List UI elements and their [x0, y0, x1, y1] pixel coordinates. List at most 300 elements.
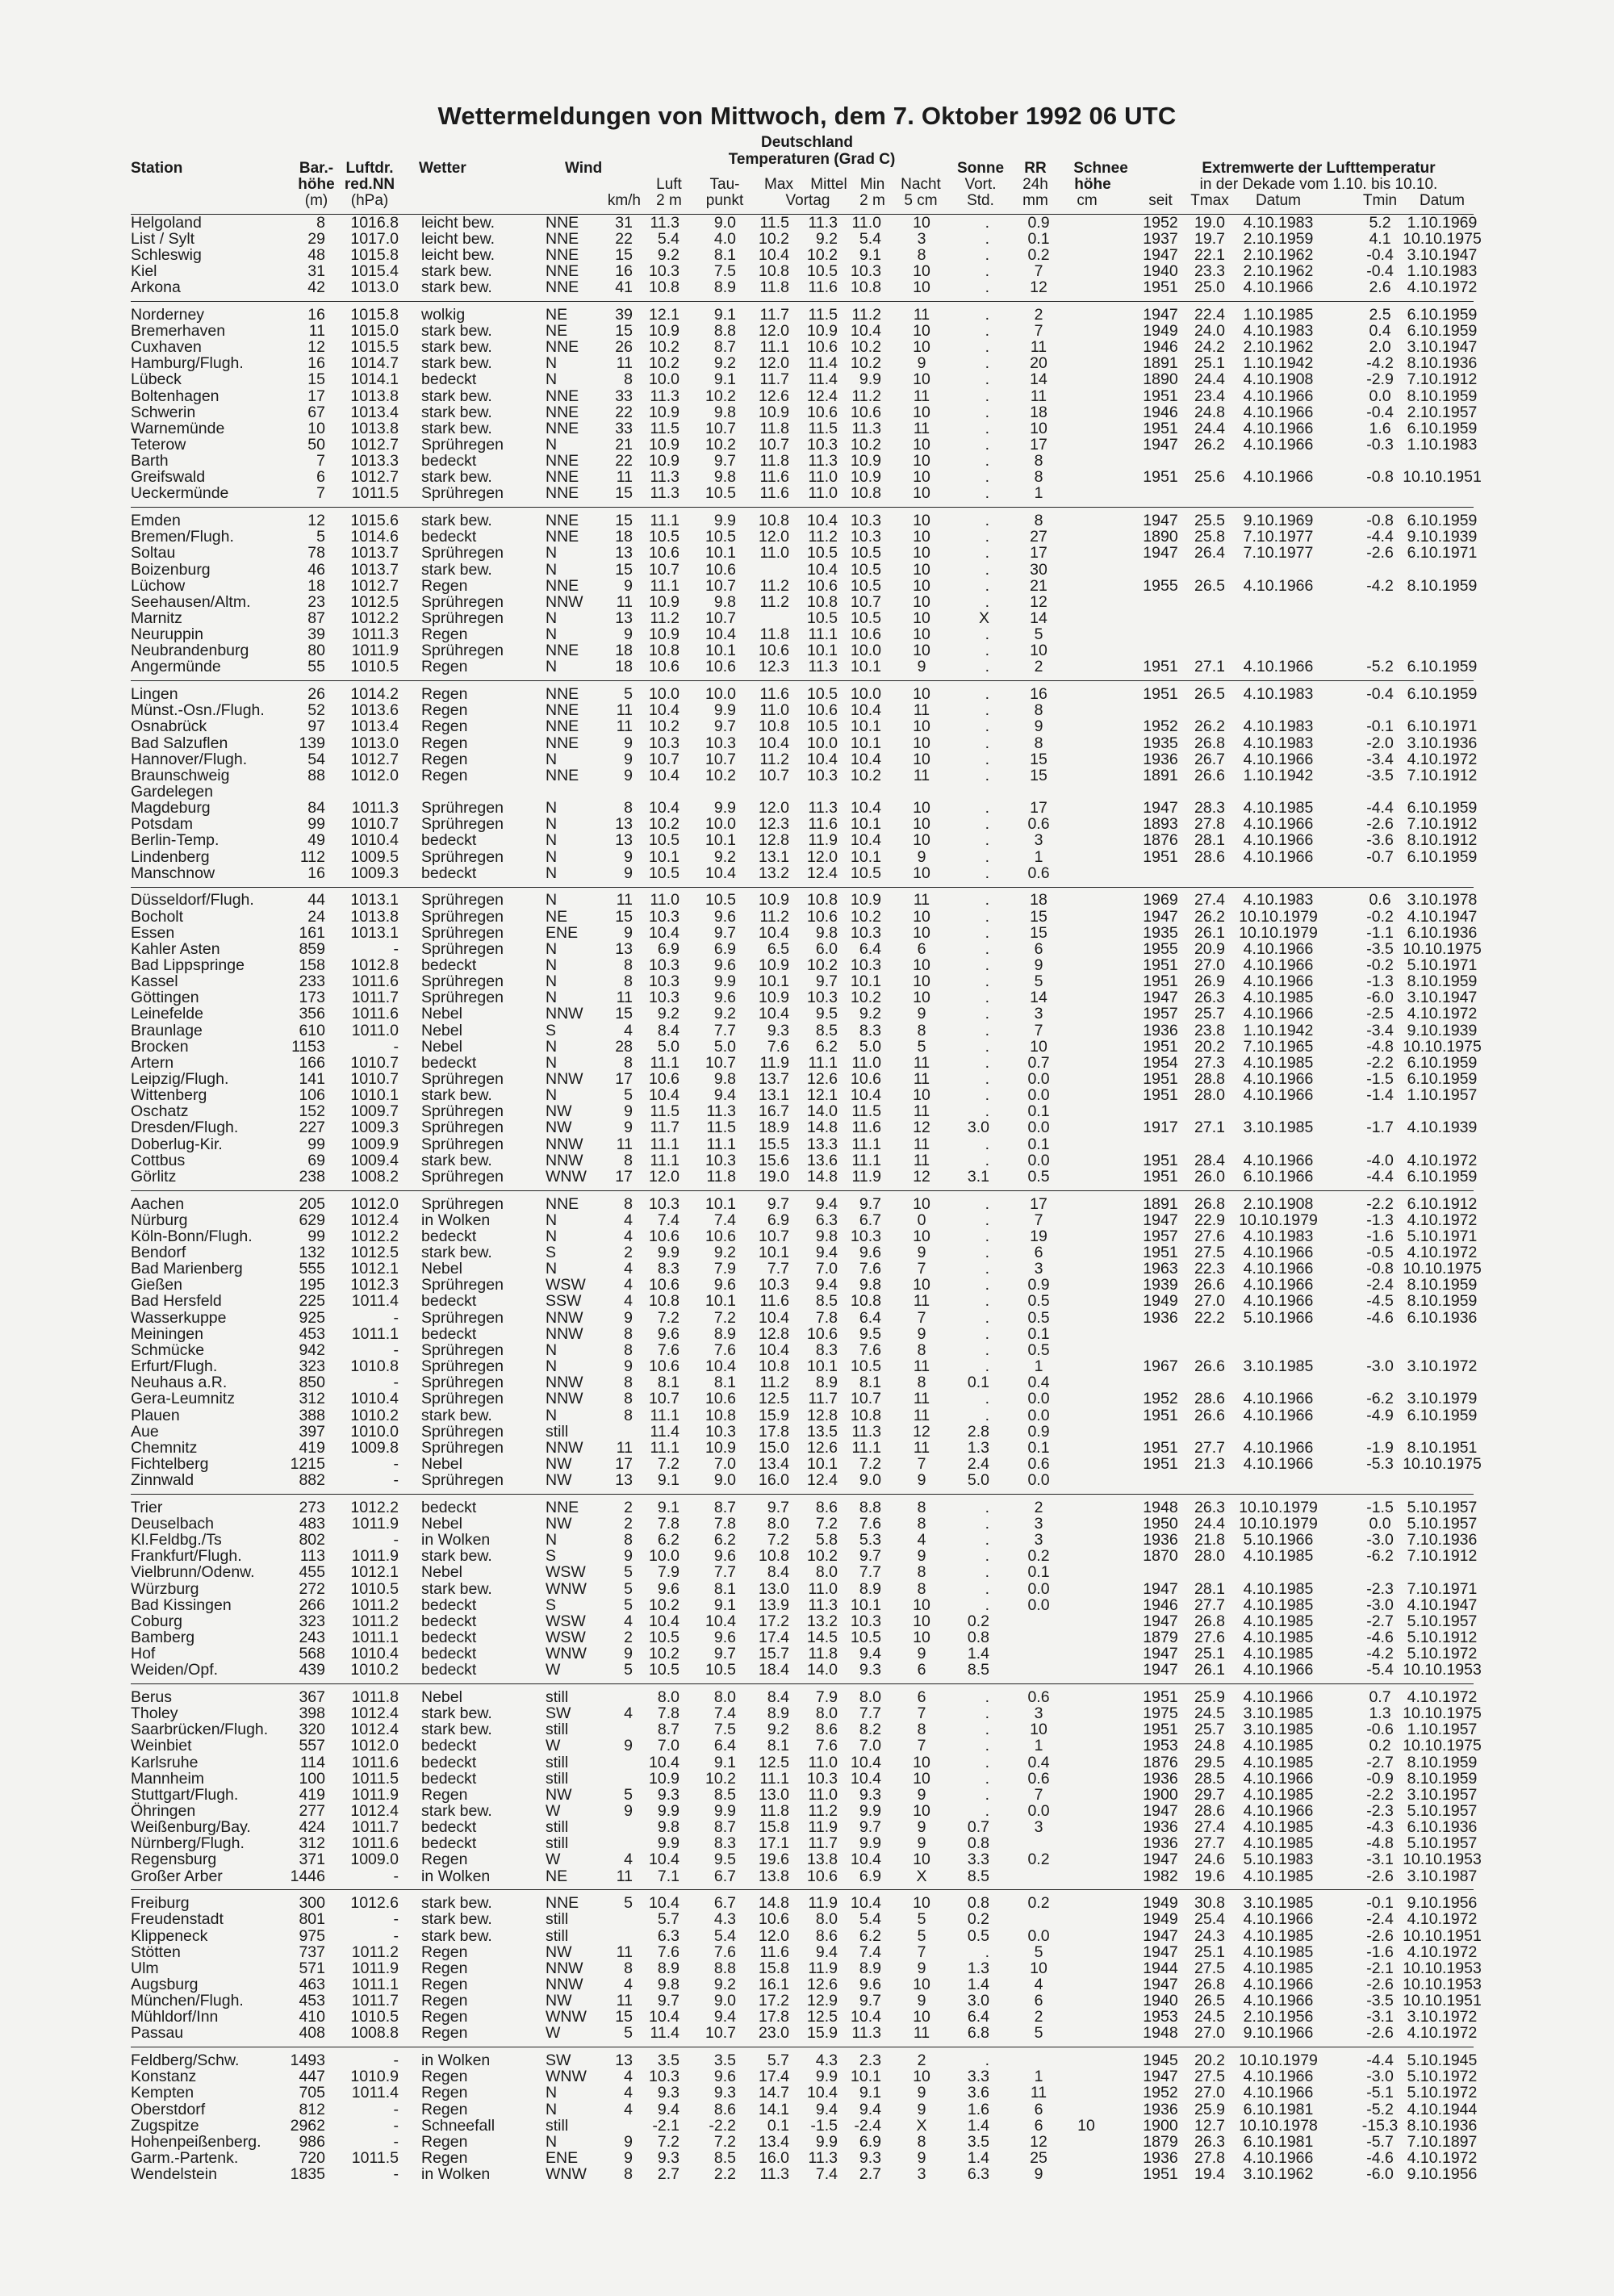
cell-station: Angermünde — [131, 658, 221, 676]
cell-mean-temp: 6.3 — [815, 1211, 838, 1229]
cell-dew-point: 4.0 — [713, 229, 736, 248]
cell-precipitation: 0.1 — [1027, 1102, 1050, 1121]
cell-dew-point: 10.2 — [705, 435, 736, 454]
cell-min-temp: 10.7 — [851, 1390, 881, 1408]
cell-min-temp: 8.9 — [859, 1959, 881, 1977]
header-taupunkt-1: Tau- — [709, 176, 740, 193]
cell-air-temp: 9.8 — [657, 1975, 679, 1993]
cell-tmin-date: 8.10.1959 — [1407, 387, 1478, 405]
header-sonne-3: Std. — [967, 192, 994, 209]
cell-precipitation: 0.0 — [1027, 1406, 1050, 1424]
cell-barometer-height: 243 — [299, 1628, 325, 1646]
cell-tmin-date: 7.10.1912 — [1407, 815, 1478, 834]
cell-tmin-date: 3.10.1978 — [1407, 891, 1478, 910]
cell-min-temp: 10.8 — [851, 278, 881, 297]
cell-mean-temp: 11.9 — [808, 1894, 838, 1913]
cell-sunshine: . — [985, 1102, 989, 1121]
cell-weather: stark bew. — [421, 387, 492, 405]
cell-station: Bremerhaven — [131, 321, 226, 340]
cell-tmax: 26.2 — [1194, 717, 1225, 736]
cell-sunshine: 1.4 — [967, 1645, 989, 1663]
cell-precipitation: 12 — [1030, 278, 1047, 297]
cell-night-temp: 8 — [917, 1579, 926, 1598]
cell-tmax-date: 4.10.1966 — [1243, 831, 1314, 850]
cell-mean-temp: 14.0 — [807, 1102, 838, 1121]
cell-precipitation: 0.0 — [1027, 1579, 1050, 1598]
cell-tmax-date: 4.10.1985 — [1243, 1737, 1314, 1755]
cell-tmin: -2.2 — [1366, 1194, 1394, 1213]
cell-barometer-height: 419 — [299, 1785, 325, 1804]
cell-tmin-date: 6.10.1971 — [1407, 717, 1478, 736]
cell-mean-temp: 10.6 — [807, 403, 838, 421]
cell-night-temp: 12 — [913, 1422, 930, 1441]
cell-night-temp: 9 — [917, 2148, 926, 2167]
cell-barometer-height: 455 — [299, 1563, 325, 1582]
cell-weather: Regen — [421, 658, 468, 676]
cell-tmin-date: 6.10.1959 — [1407, 1167, 1478, 1186]
cell-wind-speed: 18 — [615, 658, 633, 676]
cell-air-temp: 10.5 — [649, 528, 679, 546]
cell-mean-temp: 6.0 — [815, 939, 838, 958]
cell-night-temp: 9 — [917, 1471, 926, 1490]
cell-precipitation: 17 — [1030, 435, 1047, 454]
cell-max-temp: 11.8 — [759, 625, 789, 644]
cell-max-temp: 19.6 — [759, 1851, 789, 1869]
cell-min-temp: 10.0 — [851, 642, 881, 660]
cell-tmin-date: 6.10.1959 — [1407, 847, 1478, 866]
cell-barometer-height: 29 — [307, 229, 325, 248]
cell-tmin-date: 8.10.1936 — [1407, 2116, 1478, 2135]
cell-air-temp: 10.6 — [649, 1227, 679, 1245]
cell-wind-speed: 5 — [624, 1785, 633, 1804]
cell-station: Erfurt/Flugh. — [131, 1357, 218, 1376]
cell-barometer-height: 1153 — [291, 1037, 325, 1056]
cell-night-temp: 10 — [913, 864, 930, 882]
cell-max-temp: 10.6 — [759, 642, 789, 660]
cell-since-year: 1936 — [1143, 1308, 1178, 1327]
cell-pressure: 1013.6 — [350, 701, 399, 720]
cell-tmin: -1.9 — [1366, 1438, 1394, 1457]
cell-pressure: 1011.3 — [351, 625, 399, 644]
header-luftdruck-2: red.NN — [344, 176, 395, 193]
cell-wind-direction: N — [546, 609, 558, 627]
cell-min-temp: 9.6 — [859, 1244, 881, 1261]
cell-station: Zugspitze — [131, 2116, 199, 2135]
cell-night-temp: 8 — [917, 1021, 926, 1039]
cell-night-temp: 10 — [913, 544, 930, 562]
cell-tmax: 26.9 — [1194, 972, 1225, 991]
cell-min-temp: 11.3 — [851, 2024, 881, 2043]
cell-tmin: -4.4 — [1366, 1167, 1394, 1186]
cell-tmin-date: 6.10.1959 — [1407, 1053, 1478, 1072]
cell-min-temp: 9.4 — [859, 2100, 881, 2118]
cell-tmax-date: 5.10.1983 — [1243, 1851, 1314, 1869]
cell-barometer-height: 1493 — [290, 2051, 325, 2070]
cell-night-temp: 9 — [917, 2084, 926, 2102]
cell-station: Wendelstein — [131, 2165, 217, 2184]
cell-pressure: 1010.7 — [350, 1053, 399, 1072]
cell-since-year: 1947 — [1143, 2068, 1178, 2086]
cell-precipitation: 1 — [1034, 484, 1043, 503]
cell-tmin: -4.3 — [1366, 1818, 1394, 1837]
cell-max-temp: 10.8 — [759, 717, 789, 736]
cell-station: Stuttgart/Flugh. — [131, 1785, 239, 1804]
cell-dew-point: 9.5 — [713, 1851, 736, 1869]
cell-night-temp: X — [916, 2116, 927, 2135]
cell-mean-temp: 11.9 — [808, 1818, 838, 1837]
cell-air-temp: 10.9 — [649, 435, 679, 454]
cell-tmin-date: 6.10.1936 — [1407, 923, 1478, 942]
cell-wind-direction: N — [546, 1227, 558, 1245]
cell-night-temp: 7 — [917, 1454, 926, 1473]
cell-dew-point: 8.5 — [713, 2148, 736, 2167]
cell-dew-point: 7.7 — [713, 1563, 736, 1582]
cell-air-temp: 8.3 — [657, 1260, 679, 1278]
cell-tmin: -0.8 — [1366, 1260, 1394, 1278]
cell-tmax-date: 3.10.1985 — [1243, 1721, 1314, 1739]
cell-mean-temp: 12.4 — [807, 864, 838, 882]
cell-min-temp: 10.4 — [851, 1086, 881, 1105]
cell-weather: Sprühregen — [421, 1276, 504, 1294]
cell-air-temp: 11.7 — [650, 1119, 679, 1137]
cell-barometer-height: 166 — [299, 1053, 325, 1072]
header-luftdruck-3: (hPa) — [350, 192, 389, 209]
cell-since-year: 1891 — [1143, 1194, 1178, 1213]
cell-wind-direction: NNW — [546, 1135, 583, 1153]
cell-tmin-date: 10.10.1953 — [1403, 1959, 1482, 1977]
cell-tmax: 22.2 — [1194, 1308, 1225, 1327]
cell-barometer-height: 705 — [299, 2084, 325, 2102]
cell-mean-temp: 9.4 — [815, 1244, 838, 1261]
cell-dew-point: 9.6 — [713, 1628, 736, 1646]
cell-mean-temp: 10.2 — [807, 245, 838, 264]
cell-tmin-date: 6.10.1959 — [1407, 321, 1478, 340]
cell-tmax: 24.2 — [1194, 338, 1225, 357]
cell-barometer-height: 12 — [307, 512, 325, 530]
cell-wind-direction: still — [546, 1769, 569, 1788]
cell-tmin-date: 7.10.1912 — [1407, 1547, 1478, 1566]
cell-weather: Regen — [421, 2008, 468, 2026]
cell-station: Öhringen — [131, 1801, 196, 1820]
cell-since-year: 1879 — [1143, 2132, 1178, 2151]
cell-station: Saarbrücken/Flugh. — [131, 1721, 269, 1739]
cell-wind-direction: N — [546, 1211, 558, 1229]
cell-barometer-height: 483 — [299, 1514, 325, 1533]
cell-tmin-date: 8.10.1959 — [1407, 972, 1478, 991]
cell-tmax: 25.5 — [1194, 512, 1225, 530]
cell-min-temp: 10.3 — [851, 1612, 881, 1630]
cell-pressure: 1011.6 — [351, 1834, 399, 1853]
cell-max-temp: 13.2 — [759, 864, 789, 882]
cell-weather: Sprühregen — [421, 989, 504, 1007]
cell-air-temp: 10.2 — [649, 338, 679, 357]
cell-tmin: -2.6 — [1366, 1926, 1394, 1945]
cell-since-year: 1947 — [1143, 305, 1178, 324]
cell-barometer-height: 225 — [299, 1292, 325, 1311]
cell-air-temp: 10.2 — [649, 717, 679, 736]
cell-min-temp: 2.3 — [859, 2051, 881, 2070]
cell-station: Helgoland — [131, 213, 202, 232]
cell-since-year: 1949 — [1143, 1910, 1178, 1929]
cell-tmax-date: 4.10.1966 — [1243, 278, 1314, 297]
cell-sunshine: 8.5 — [967, 1867, 989, 1885]
cell-air-temp: 10.6 — [649, 1357, 679, 1376]
cell-sunshine: . — [985, 354, 989, 373]
cell-sunshine: 1.4 — [967, 2116, 989, 2135]
cell-night-temp: 8 — [917, 1514, 926, 1533]
cell-precipitation: 5 — [1034, 1943, 1043, 1961]
cell-station: Schleswig — [131, 245, 202, 264]
cell-barometer-height: 312 — [299, 1834, 325, 1853]
cell-wind-speed: 2 — [624, 1514, 633, 1533]
cell-wind-direction: NNW — [546, 1374, 583, 1392]
cell-sunshine: . — [985, 321, 989, 340]
cell-sunshine: . — [985, 544, 989, 562]
cell-barometer-height: 87 — [307, 609, 325, 627]
cell-wind-direction: NNW — [546, 1308, 583, 1327]
cell-since-year: 1951 — [1143, 1037, 1178, 1056]
cell-weather: Sprühregen — [421, 1167, 504, 1186]
cell-dew-point: 7.5 — [713, 261, 736, 280]
cell-dew-point: 9.2 — [713, 354, 736, 373]
cell-wind-speed: 18 — [615, 642, 633, 660]
cell-tmax: 27.7 — [1194, 1834, 1225, 1853]
cell-sunshine: . — [985, 1151, 989, 1169]
cell-max-temp: 10.6 — [759, 1910, 789, 1929]
cell-mean-temp: 10.4 — [807, 560, 838, 579]
cell-min-temp: 5.4 — [859, 1910, 881, 1929]
cell-station: Fichtelberg — [131, 1454, 209, 1473]
cell-barometer-height: 10 — [307, 419, 325, 437]
cell-wind-speed: 8 — [624, 1324, 633, 1343]
cell-sunshine: . — [985, 642, 989, 660]
cell-min-temp: 9.9 — [859, 1801, 881, 1820]
cell-pressure: 1011.1 — [351, 1628, 399, 1646]
cell-sunshine: . — [985, 278, 989, 297]
cell-tmin: 1.3 — [1369, 1704, 1391, 1723]
cell-barometer-height: 205 — [299, 1194, 325, 1213]
cell-station: Würzburg — [131, 1579, 199, 1598]
cell-wind-direction: NW — [546, 1454, 572, 1473]
cell-dew-point: 10.7 — [705, 576, 736, 595]
cell-tmax-date: 4.10.1983 — [1243, 717, 1314, 736]
cell-night-temp: 10 — [913, 717, 930, 736]
cell-wind-direction: WNW — [546, 2068, 587, 2086]
cell-sunshine: . — [985, 956, 989, 974]
cell-station: Klippeneck — [131, 1926, 208, 1945]
cell-station: Lingen — [131, 685, 178, 704]
cell-dew-point: 8.1 — [713, 245, 736, 264]
cell-pressure: 1014.7 — [350, 354, 399, 373]
cell-tmin: -1.6 — [1366, 1227, 1394, 1245]
cell-tmax-date: 4.10.1985 — [1243, 1834, 1314, 1853]
cell-station: Bad Hersfeld — [131, 1292, 222, 1311]
cell-tmin: -1.6 — [1366, 1943, 1394, 1961]
cell-sunshine: . — [985, 1194, 989, 1213]
cell-station: Wasserkuppe — [131, 1308, 227, 1327]
cell-sunshine: . — [985, 1070, 989, 1088]
cell-mean-temp: 8.0 — [815, 1563, 838, 1582]
cell-wind-direction: N — [546, 847, 558, 866]
cell-min-temp: 10.4 — [851, 1769, 881, 1788]
cell-mean-temp: 10.1 — [807, 642, 838, 660]
cell-sunshine: . — [985, 435, 989, 454]
cell-dew-point: 10.0 — [705, 685, 736, 704]
cell-wind-speed: 17 — [615, 1070, 633, 1088]
cell-precipitation: 8 — [1034, 701, 1043, 720]
cell-min-temp: 6.7 — [859, 1211, 881, 1229]
cell-station: Stötten — [131, 1943, 181, 1961]
cell-tmax-date: 10.10.1979 — [1239, 1211, 1318, 1229]
cell-sunshine: . — [985, 1037, 989, 1056]
cell-barometer-height: 69 — [307, 1151, 325, 1169]
cell-tmin: -4.8 — [1366, 1834, 1394, 1853]
cell-tmax-date: 4.10.1966 — [1243, 1769, 1314, 1788]
cell-station: Frankfurt/Flugh. — [131, 1547, 242, 1566]
cell-station: Nürnberg/Flugh. — [131, 1834, 245, 1853]
cell-tmax: 26.2 — [1194, 907, 1225, 926]
cell-wind-direction: N — [546, 1531, 558, 1549]
cell-air-temp: 9.2 — [657, 1005, 679, 1023]
cell-night-temp: 10 — [913, 338, 930, 357]
cell-wind-direction: NNW — [546, 1975, 583, 1993]
cell-barometer-height: 88 — [307, 766, 325, 784]
cell-weather: Regen — [421, 2132, 468, 2151]
cell-wind-direction: NNE — [546, 387, 579, 405]
cell-weather: Sprühregen — [421, 592, 504, 611]
cell-precipitation: 11 — [1030, 2084, 1047, 2102]
cell-pressure: 1009.0 — [350, 1851, 399, 1869]
cell-tmax-date: 4.10.1985 — [1243, 1753, 1314, 1771]
cell-air-temp: 9.9 — [657, 1834, 679, 1853]
cell-weather: Nebel — [421, 1514, 462, 1533]
cell-night-temp: 11 — [913, 387, 930, 405]
cell-mean-temp: 13.6 — [807, 1151, 838, 1169]
cell-min-temp: 8.9 — [859, 1579, 881, 1598]
cell-tmin: -2.7 — [1366, 1753, 1394, 1771]
group-divider — [131, 1494, 1474, 1495]
cell-pressure: 1011.9 — [351, 642, 399, 660]
cell-tmax: 26.8 — [1194, 734, 1225, 752]
cell-since-year: 1953 — [1143, 1737, 1178, 1755]
cell-dew-point: 10.1 — [705, 1292, 736, 1311]
cell-wind-direction: NNE — [546, 261, 579, 280]
cell-sunshine: . — [985, 576, 989, 595]
cell-station: Bamberg — [131, 1628, 195, 1646]
cell-weather: Sprühregen — [421, 923, 504, 942]
cell-max-temp: 13.1 — [759, 1086, 789, 1105]
cell-since-year: 1955 — [1143, 939, 1178, 958]
cell-tmin: -0.4 — [1366, 403, 1394, 421]
cell-weather: Sprühregen — [421, 799, 504, 818]
cell-air-temp: 7.8 — [657, 1704, 679, 1723]
cell-precipitation: 0.2 — [1027, 245, 1050, 264]
cell-precipitation: 2 — [1034, 658, 1043, 676]
cell-air-temp: 8.4 — [657, 1021, 679, 1039]
cell-since-year: 1937 — [1143, 229, 1178, 248]
cell-night-temp: 3 — [917, 2165, 926, 2184]
cell-wind-speed: 8 — [624, 1053, 633, 1072]
cell-sunshine: . — [985, 1211, 989, 1229]
cell-pressure: 1011.6 — [351, 1753, 399, 1771]
cell-wind-direction: NNE — [546, 278, 579, 297]
cell-pressure: 1012.7 — [350, 576, 399, 595]
cell-station: Cottbus — [131, 1151, 186, 1169]
cell-night-temp: 10 — [913, 1975, 930, 1993]
cell-barometer-height: 16 — [307, 305, 325, 324]
cell-barometer-height: 227 — [299, 1119, 325, 1137]
cell-night-temp: 10 — [913, 642, 930, 660]
cell-mean-temp: -1.5 — [810, 2116, 838, 2135]
cell-sunshine: . — [985, 1785, 989, 1804]
cell-night-temp: 7 — [917, 1737, 926, 1755]
header-tmin: Tmin — [1362, 192, 1398, 209]
cell-tmax: 27.1 — [1194, 1119, 1225, 1137]
cell-station: Feldberg/Schw. — [131, 2051, 240, 2070]
cell-sunshine: . — [985, 847, 989, 866]
cell-barometer-height: 555 — [299, 1260, 325, 1278]
cell-mean-temp: 10.4 — [807, 750, 838, 768]
cell-wind-speed: 18 — [615, 528, 633, 546]
cell-tmin-date: 10.10.1951 — [1403, 1926, 1482, 1945]
cell-max-temp: 12.5 — [759, 1753, 789, 1771]
cell-wind-speed: 8 — [624, 972, 633, 991]
cell-tmax-date: 10.10.1979 — [1239, 907, 1318, 926]
cell-dew-point: 7.6 — [713, 1340, 736, 1359]
cell-dew-point: 7.8 — [713, 1514, 736, 1533]
cell-dew-point: 2.2 — [713, 2165, 736, 2184]
cell-tmin-date: 5.10.1972 — [1407, 1645, 1478, 1663]
cell-station: Neuruppin — [131, 625, 203, 644]
cell-wind-speed: 9 — [624, 847, 633, 866]
cell-sunshine: . — [985, 213, 989, 232]
cell-wind-speed: 4 — [624, 2100, 633, 2118]
cell-station: Weinbiet — [131, 1737, 192, 1755]
cell-tmin: -0.5 — [1366, 1244, 1394, 1261]
cell-tmin-date: 4.10.1972 — [1407, 1943, 1478, 1961]
cell-precipitation: 0.2 — [1027, 1547, 1050, 1566]
cell-tmax-date: 6.10.1981 — [1243, 2132, 1314, 2151]
cell-since-year: 1876 — [1143, 831, 1178, 850]
cell-weather: bedeckt — [421, 1769, 477, 1788]
cell-wind-speed: 4 — [624, 1260, 633, 1278]
cell-tmin-date: 5.10.1972 — [1407, 2084, 1478, 2102]
cell-tmin: -4.6 — [1366, 1308, 1394, 1327]
cell-wind-direction: NNW — [546, 1959, 583, 1977]
cell-night-temp: 10 — [913, 278, 930, 297]
cell-mean-temp: 12.6 — [807, 1438, 838, 1457]
cell-sunshine: . — [985, 560, 989, 579]
cell-night-temp: 10 — [913, 512, 930, 530]
cell-mean-temp: 11.9 — [808, 831, 838, 850]
cell-sunshine: . — [985, 1005, 989, 1023]
cell-since-year: 1891 — [1143, 354, 1178, 373]
cell-tmax: 26.1 — [1194, 923, 1225, 942]
cell-wind-speed: 9 — [624, 576, 633, 595]
cell-tmin-date: 6.10.1959 — [1407, 799, 1478, 818]
cell-pressure: 1015.5 — [350, 338, 399, 357]
cell-barometer-height: 323 — [299, 1357, 325, 1376]
cell-air-temp: 10.1 — [649, 847, 679, 866]
cell-barometer-height: 141 — [299, 1070, 325, 1088]
cell-max-temp: 11.2 — [759, 576, 789, 595]
cell-tmin: -0.4 — [1366, 685, 1394, 704]
cell-since-year: 1951 — [1143, 2165, 1178, 2184]
cell-barometer-height: 158 — [299, 956, 325, 974]
cell-min-temp: 11.3 — [851, 1422, 881, 1441]
cell-station: Regensburg — [131, 1851, 217, 1869]
cell-barometer-height: 986 — [299, 2132, 325, 2151]
